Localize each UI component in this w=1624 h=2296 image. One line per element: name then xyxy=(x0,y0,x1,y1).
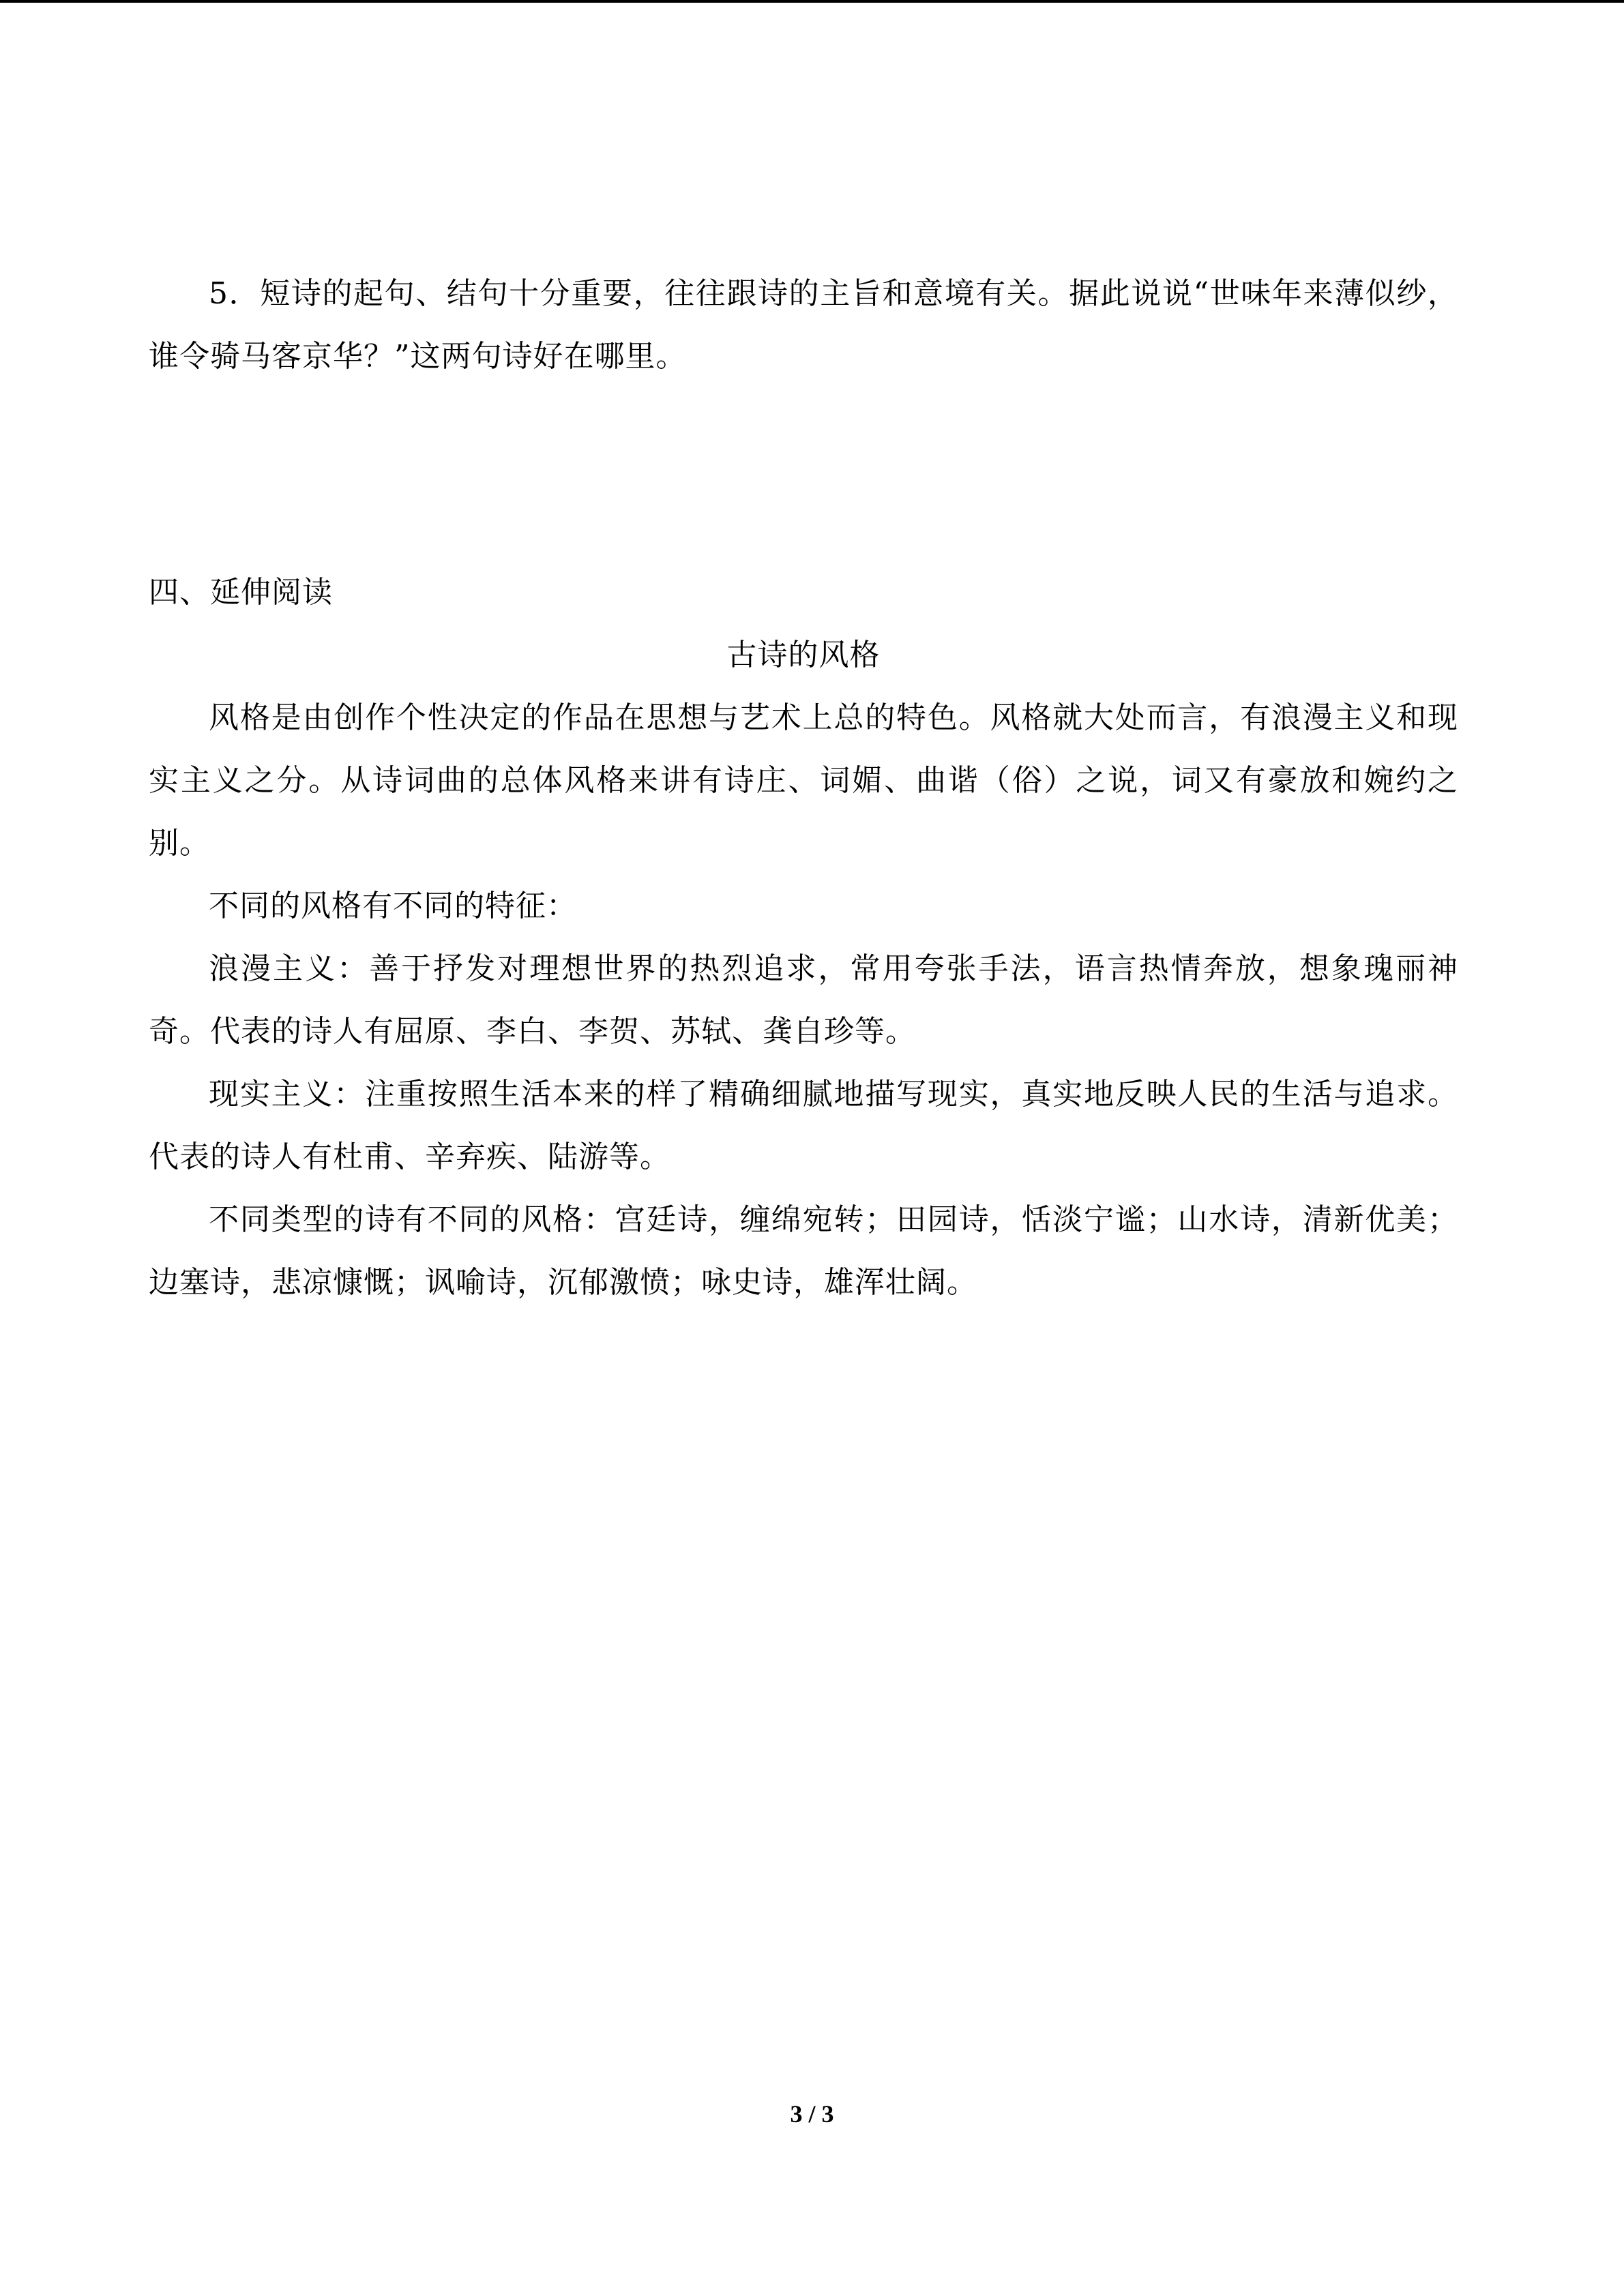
paragraph-style-features: 不同的风格有不同的特征： xyxy=(209,889,577,923)
answer-space xyxy=(149,388,1458,561)
paragraph-realism: 现实主义：注重按照生活本来的样了精确细腻地描写现实，真实地反映人民的生活与追求。代表的诗人有杜甫、辛弃疾、陆游等。 xyxy=(149,1077,1458,1174)
section-heading-extended-reading: 四、延伸阅读 xyxy=(149,575,333,610)
page-content xyxy=(149,263,1458,1314)
question-5: 5．短诗的起句、结句十分重要，往往跟诗的主旨和意境有关。据此说说“世味年来薄似纱，谁令骑马客京华？”这两句诗好在哪里。 xyxy=(149,276,1458,374)
page-number: 3 / 3 xyxy=(790,2100,834,2128)
top-border-line xyxy=(0,0,1624,3)
paragraph-romanticism: 浪漫主义：善于抒发对理想世界的热烈追求，常用夸张手法，语言热情奔放，想象瑰丽神奇。代表的诗人有屈原、李白、李贺、苏轼、龚自珍等。 xyxy=(149,951,1458,1049)
article-title: 古诗的风格 xyxy=(726,638,881,672)
paragraph-style-definition: 风格是由创作个性决定的作品在思想与艺术上总的特色。风格就大处而言，有浪漫主义和现实主义之分。从诗词曲的总体风格来讲有诗庄、词媚、曲谐（俗）之说，词又有豪放和婉约之别。 xyxy=(149,700,1458,861)
paragraph-poem-types: 不同类型的诗有不同的风格：宫廷诗，缠绵宛转；田园诗，恬淡宁谧；山水诗，清新优美；边塞诗，悲凉慷慨；讽喻诗，沉郁激愤；咏史诗，雄浑壮阔。 xyxy=(149,1202,1458,1300)
